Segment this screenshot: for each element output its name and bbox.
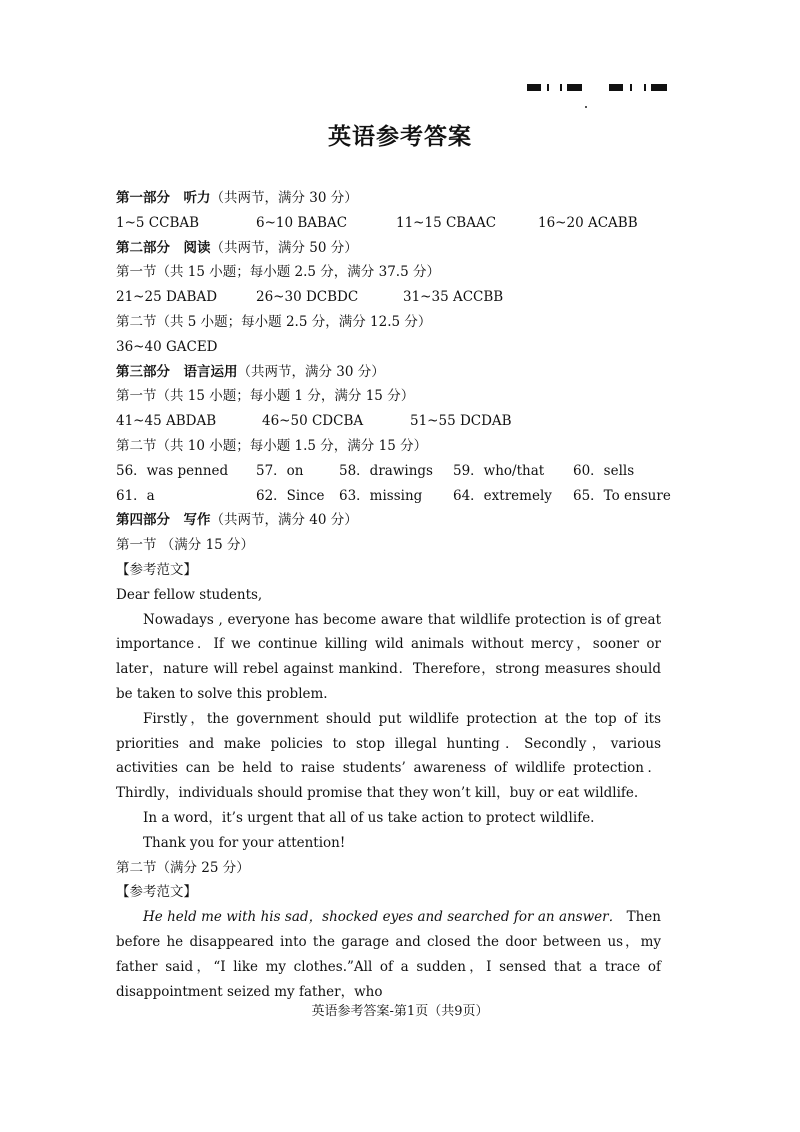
fill-answer: 56．was penned bbox=[116, 462, 229, 479]
essay-paragraph-2: Firstly，the government should put wildlife protection at the top of its priorities and make policies to stop illegal hunting．Secondly，various activities can be held to raise students’ awareness of wildlife protection．Thirdly，individuals should promise that they won’t kill，buy or eat wildlife. bbox=[116, 710, 661, 802]
part1-heading: 第一部分 听力（共两节，满分 30 分） bbox=[116, 190, 358, 206]
answer-group: 46~50 CDCBA bbox=[262, 413, 364, 430]
sample-essay-label: 【参考范文】 bbox=[116, 561, 197, 578]
fill-answer: 58．drawings bbox=[339, 462, 433, 479]
answer-group: 51~55 DCDAB bbox=[410, 413, 512, 430]
fill-answer: 63．missing bbox=[339, 487, 423, 504]
part2-sec1-answer-row bbox=[116, 285, 661, 310]
fill-answer: 59．who/that bbox=[453, 462, 545, 479]
given-opening-sentence: He held me with his sad，shocked eyes and searched for an answer． bbox=[143, 909, 623, 926]
answer-content bbox=[116, 186, 671, 1004]
continuation-text: Then before he disappeared into the garage and closed the door between us，my father said，“I like my clothes.”All of a sudden，I sensed that a trace of disappointment seized my father，who bbox=[116, 909, 661, 1000]
scan-speck bbox=[585, 106, 587, 108]
part4-sec1-label: 第一节 （满分 15 分） bbox=[116, 537, 255, 554]
answer-group: 16~20 ACABB bbox=[538, 214, 638, 231]
essay-paragraph-1: Nowadays , everyone has become aware that wildlife protection is of great importance．If we continue killing wild animals without mercy，sooner or later，nature will rebel against mankind．Therefore，strong measures should be taken to solve this problem. bbox=[116, 611, 661, 702]
part2-sec2-answer-row: 36~40 GACED bbox=[116, 338, 218, 355]
answer-group: 1~5 CCBAB bbox=[116, 214, 200, 231]
part3-sec2-label: 第二节（共 10 小题；每小题 1.5 分，满分 15 分） bbox=[116, 437, 428, 454]
fill-answer: 64．extremely bbox=[453, 487, 552, 504]
part3-sec1-answer-row bbox=[116, 409, 661, 434]
answer-group: 26~30 DCBDC bbox=[256, 289, 359, 306]
part4-heading: 第四部分 写作（共两节，满分 40 分） bbox=[116, 512, 358, 529]
answer-group: 11~15 CBAAC bbox=[396, 214, 497, 231]
page-title: 英语参考答案 bbox=[328, 123, 472, 150]
page-footer: 英语参考答案-第1页（共9页） bbox=[311, 1004, 489, 1019]
part2-sec2-label: 第二节（共 5 小题；每小题 2.5 分，满分 12.5 分） bbox=[116, 313, 432, 330]
fill-answer-row-1 bbox=[116, 459, 661, 484]
fill-answer: 57．on bbox=[256, 462, 304, 479]
answer-group: 41~45 ABDAB bbox=[116, 413, 217, 430]
essay-closing: Thank you for your attention! bbox=[143, 834, 346, 851]
part2-sec1-label: 第一节（共 15 小题；每小题 2.5 分，满分 37.5 分） bbox=[116, 264, 440, 281]
part3-sec1-label: 第一节（共 15 小题；每小题 1 分，满分 15 分） bbox=[116, 388, 415, 405]
answer-group: 21~25 DABAD bbox=[116, 289, 218, 306]
essay-salutation: Dear fellow students, bbox=[116, 586, 263, 603]
part1-answer-row bbox=[116, 211, 661, 236]
part2-heading: 第二部分 阅读（共两节，满分 50 分） bbox=[116, 239, 358, 256]
part4-sec2-label: 第二节（满分 25 分） bbox=[116, 859, 250, 876]
answer-group: 6~10 BABAC bbox=[256, 214, 348, 231]
answer-group: 31~35 ACCBB bbox=[403, 289, 504, 306]
fill-answer: 61．a bbox=[116, 487, 155, 504]
essay-paragraph-3: In a word，it’s urgent that all of us take action to protect wildlife. bbox=[143, 809, 595, 826]
continuation-paragraph bbox=[116, 905, 661, 1004]
fill-answer: 65．To ensure bbox=[573, 487, 671, 504]
fill-answer: 62．Since bbox=[256, 487, 325, 504]
fill-answer-row-2 bbox=[116, 484, 671, 509]
fill-answer: 60．sells bbox=[573, 462, 635, 479]
continuation-sample-label: 【参考范文】 bbox=[116, 884, 197, 901]
header-registration-marks bbox=[527, 84, 667, 94]
part3-heading: 第三部分 语言运用（共两节，满分 30 分） bbox=[116, 363, 385, 380]
